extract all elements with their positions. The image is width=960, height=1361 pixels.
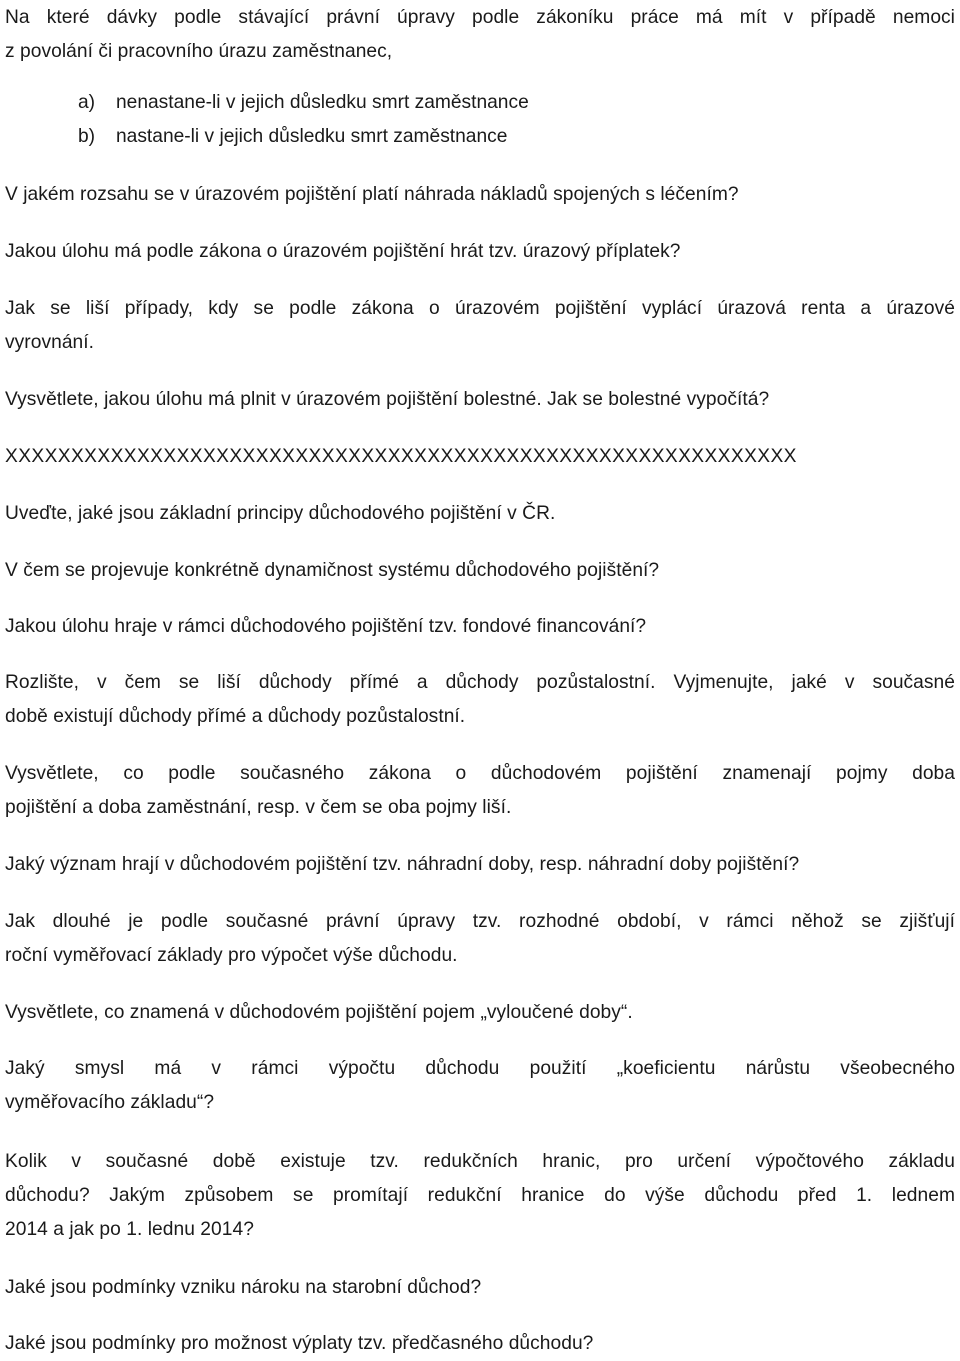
question-14: [5, 1052, 955, 1120]
question-5: Vysvětlete, jakou úlohu má plnit v úrazovém pojištění bolestné. Jak se bolestné vypočítá?: [5, 389, 770, 410]
question-10: [5, 757, 955, 825]
question-4: [5, 292, 955, 360]
question-12-line-2: roční vyměřovací základy pro výpočet výše důchodu.: [5, 945, 458, 966]
question-12-line-1: Jak dlouhé je podle současné právní úpravy tzv. rozhodné období, v rámci něhož se zjišťují: [5, 911, 955, 932]
question-12: [5, 905, 955, 973]
question-8: Jakou úlohu hraje v rámci důchodového pojištění tzv. fondové financování?: [5, 616, 647, 637]
question-17: Jaké jsou podmínky pro možnost výplaty tzv. předčasného důchodu?: [5, 1333, 594, 1354]
question-1: [5, 1, 955, 69]
question-4-line-1: Jak se liší případy, kdy se podle zákona o úrazovém pojištění vyplácí úrazová renta a úrazové: [5, 298, 955, 319]
question-10-line-1: Vysvětlete, co podle současného zákona o důchodovém pojištění znamenají pojmy doba: [5, 763, 955, 784]
question-1-line-1: Na které dávky podle stávající právní úpravy podle zákoníku práce má mít v případě nemoci: [5, 7, 955, 28]
question-3: Jakou úlohu má podle zákona o úrazovém pojištění hrát tzv. úrazový příplatek?: [5, 241, 681, 262]
question-4-line-2: vyrovnání.: [5, 332, 95, 353]
list-marker: a): [78, 92, 96, 113]
question-9-line-1: Rozlište, v čem se liší důchody přímé a důchody pozůstalostní. Vyjmenujte, jaké v současné: [5, 672, 955, 693]
separator-line: XXXXXXXXXXXXXXXXXXXXXXXXXXXXXXXXXXXXXXXXXXXXXXXXXXXXXXXXXXXX: [5, 446, 797, 467]
question-11: Jaký význam hrají v důchodovém pojištění tzv. náhradní doby, resp. náhradní doby pojištění?: [5, 854, 800, 875]
question-7: V čem se projevuje konkrétně dynamičnost systému důchodového pojištění?: [5, 560, 660, 581]
question-15-line-3: 2014 a jak po 1. lednu 2014?: [5, 1219, 254, 1240]
question-15-line-2: důchodu? Jakým způsobem se promítají redukční hranice do výše důchodu před 1. lednem: [5, 1185, 955, 1206]
question-15: [5, 1145, 955, 1247]
list-item-text: nenastane-li v jejich důsledku smrt zaměstnance: [116, 92, 529, 113]
list-item-a: [78, 86, 529, 120]
question-9-line-2: době existují důchody přímé a důchody pozůstalostní.: [5, 706, 466, 727]
question-14-line-2: vyměřovacího základu“?: [5, 1092, 215, 1113]
question-13: Vysvětlete, co znamená v důchodovém pojištění pojem „vyloučené doby“.: [5, 1002, 633, 1023]
list-item-text: nastane-li v jejich důsledku smrt zaměstnance: [116, 126, 508, 147]
question-14-line-1: Jaký smysl má v rámci výpočtu důchodu použití „koeficientu nárůstu všeobecného: [5, 1058, 955, 1079]
list-item-b: [78, 120, 507, 154]
question-16: Jaké jsou podmínky vzniku nároku na starobní důchod?: [5, 1277, 482, 1298]
list-marker: b): [78, 126, 96, 147]
question-2: V jakém rozsahu se v úrazovém pojištění platí náhrada nákladů spojených s léčením?: [5, 184, 739, 205]
question-1-line-2: z povolání či pracovního úrazu zaměstnanec,: [5, 41, 393, 62]
question-9: [5, 666, 955, 734]
question-6: Uveďte, jaké jsou základní principy důchodového pojištění v ČR.: [5, 503, 556, 524]
question-15-line-1: Kolik v současné době existuje tzv. redukčních hranic, pro určení výpočtového základu: [5, 1151, 955, 1172]
question-10-line-2: pojištění a doba zaměstnání, resp. v čem se oba pojmy liší.: [5, 797, 512, 818]
